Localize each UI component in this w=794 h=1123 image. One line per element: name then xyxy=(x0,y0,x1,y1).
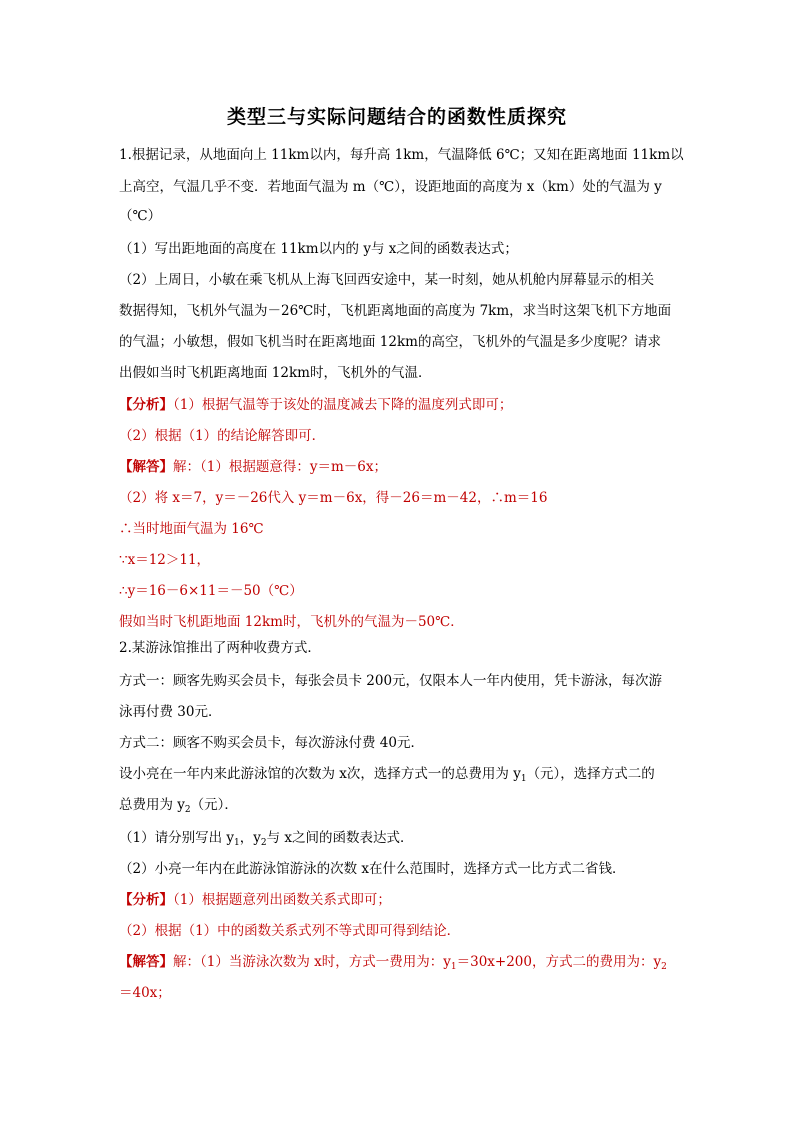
subscript-2: 2 xyxy=(184,805,191,815)
q2-part-1 xyxy=(119,828,414,848)
q1-solution-text-1: 解：（1）根据题意得：y＝m－6x； xyxy=(173,459,387,475)
subscript-1: 1 xyxy=(450,962,457,972)
q1-analysis-line-2: （2）根据（1）的结论解答即可． xyxy=(119,428,326,444)
q1-part-1: （1）写出距地面的高度在 11km以内的 y与 x之间的函数表达式； xyxy=(119,241,518,257)
q1-solution-line-1 xyxy=(119,457,387,477)
analysis-tag: 【分析】 xyxy=(119,397,173,413)
q1-solution-line-6: 假如当时飞机距地面 12km时，飞机外的气温为－50℃． xyxy=(119,614,464,630)
q1-solution-line-3: ∴当时地面气温为 16℃ xyxy=(119,521,264,537)
q1-stem-line-2: 上高空，气温几乎不变．若地面气温为 m（℃），设距地面的高度为 x（km）处的气温为 y xyxy=(119,179,662,195)
q1-stem-line-3: （℃） xyxy=(119,208,162,224)
q2-way-1-line-2: 泳再付费 30元． xyxy=(119,704,222,720)
subscript-2: 2 xyxy=(260,838,267,848)
q1-part-2-line-4: 出假如当时飞机距离地面 12km时，飞机外的气温． xyxy=(119,365,432,381)
q2-setup-text-1a: 设小亮在一年内来此游泳馆的次数为 x次，选择方式一的总费用为 y xyxy=(119,766,521,782)
subscript-2: 2 xyxy=(661,962,667,972)
q1-stem-line-1: 1.根据记录，从地面向上 11km以内，每升高 1km，气温降低 6℃；又知在距离地面 11km以 xyxy=(119,147,684,163)
q1-part-2-line-1: （2）上周日，小敏在乘飞机从上海飞回西安途中，某一时刻，她从机舱内屏幕显示的相关 xyxy=(119,272,655,288)
q2-stem: 2.某游泳馆推出了两种收费方式． xyxy=(119,640,321,656)
solution-tag: 【解答】 xyxy=(119,954,173,970)
q1-solution-line-2: （2）将 x＝7，y＝－26代入 y＝m－6x，得－26＝m－42，∴m＝16 xyxy=(119,490,548,506)
q2-setup-text-2b: （元）． xyxy=(190,797,238,813)
subscript-1: 1 xyxy=(234,838,240,848)
q1-analysis-line-1 xyxy=(119,395,512,415)
q2-analysis-line-2: （2）根据（1）中的函数关系式列不等式即可得到结论． xyxy=(119,923,461,939)
q1-solution-line-4: ∵x＝12＞11， xyxy=(119,552,211,568)
q2-solution-text-1a: 解：（1）当游泳次数为 x时，方式一费用为：y xyxy=(173,954,451,970)
q2-way-2: 方式二：顾客不购买会员卡，每次游泳付费 40元． xyxy=(119,735,424,751)
q1-part-2-line-2: 数据得知，飞机外气温为－26℃时，飞机距离地面的高度为 7km，求当时这架飞机下方地面 xyxy=(119,303,672,319)
page-title: 类型三与实际问题结合的函数性质探究 xyxy=(226,106,567,128)
q2-setup-line-1 xyxy=(119,764,655,784)
q2-setup-text-2a: 总费用为 y xyxy=(119,797,185,813)
q2-setup-text-1b: （元），选择方式二的 xyxy=(526,766,655,782)
q2-way-1-line-1: 方式一：顾客先购买会员卡，每张会员卡 200元，仅限本人一年内使用，凭卡游泳，每次游 xyxy=(119,673,663,689)
q2-solution-text-1b: ＝30x+200，方式二的费用为：y xyxy=(456,954,662,970)
q2-analysis-line-1 xyxy=(119,890,391,910)
q1-solution-line-5: ∴y＝16－6×11＝－50（℃） xyxy=(119,583,303,599)
q2-part-1-text-b: ，y xyxy=(239,830,261,846)
analysis-tag: 【分析】 xyxy=(119,892,173,908)
q2-part-1-text-c: 与 x之间的函数表达式． xyxy=(266,830,414,846)
subscript-1: 1 xyxy=(520,774,527,784)
q2-setup-line-2 xyxy=(119,795,238,815)
q2-part-2: （2）小亮一年内在此游泳馆游泳的次数 x在什么范围时，选择方式一比方式二省钱． xyxy=(119,861,626,877)
q2-solution-line-2: ＝40x； xyxy=(119,985,171,1001)
q2-solution-line-1 xyxy=(119,952,667,972)
q1-analysis-text-1: （1）根据气温等于该处的温度减去下降的温度列式即可； xyxy=(173,397,513,413)
solution-tag: 【解答】 xyxy=(119,459,173,475)
q2-analysis-text-1: （1）根据题意列出函数关系式即可； xyxy=(173,892,391,908)
q1-part-2-line-3: 的气温；小敏想，假如飞机当时在距离地面 12km的高空，飞机外的气温是多少度呢？请求 xyxy=(119,334,661,350)
q2-part-1-text-a: （1）请分别写出 y xyxy=(119,830,235,846)
